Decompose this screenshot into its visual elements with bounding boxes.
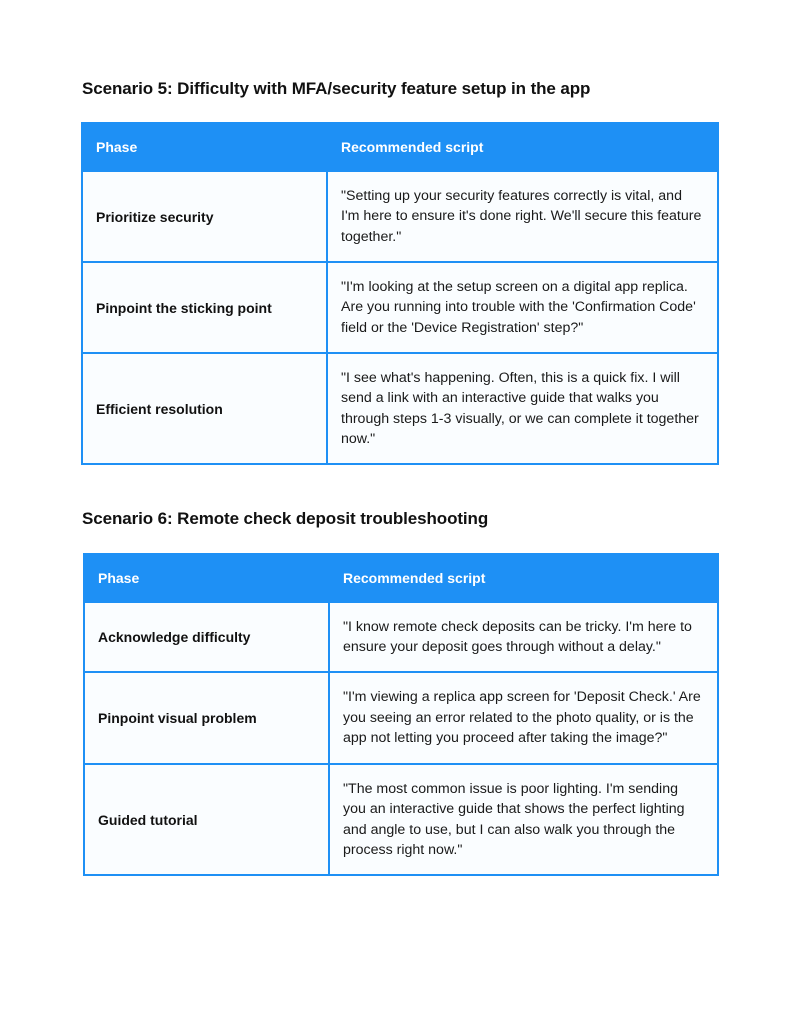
table-row — [82, 171, 718, 262]
script-cell: "I know remote check deposits can be tricky. I'm here to ensure your deposit goes through without a delay." — [329, 602, 718, 672]
table-row — [84, 672, 718, 764]
phase-cell: Acknowledge difficulty — [84, 602, 329, 672]
table-header-row — [82, 123, 718, 171]
table-header-row — [84, 554, 718, 602]
script-column-header: Recommended script — [327, 123, 718, 171]
phase-cell: Guided tutorial — [84, 764, 329, 875]
scenario-6-table — [83, 553, 719, 876]
script-cell: "I'm viewing a replica app screen for 'Deposit Check.' Are you seeing an error related to the photo quality, or is the app not letting you proceed after taking the image?" — [329, 672, 718, 764]
script-cell: "The most common issue is poor lighting. I'm sending you an interactive guide that shows the perfect lighting and angle to use, but I can also walk you through the process right now." — [329, 764, 718, 875]
script-cell: "Setting up your security features correctly is vital, and I'm here to ensure it's done right. We'll secure this feature together." — [327, 171, 718, 262]
script-cell: "I'm looking at the setup screen on a digital app replica. Are you running into trouble with the 'Confirmation Code' field or the 'Device Registration' step?" — [327, 262, 718, 353]
script-cell: "I see what's happening. Often, this is a quick fix. I will send a link with an interactive guide that walks you through steps 1-3 visually, or we can complete it together now." — [327, 353, 718, 464]
phase-cell: Pinpoint the sticking point — [82, 262, 327, 353]
table-row — [82, 262, 718, 353]
phase-cell: Prioritize security — [82, 171, 327, 262]
phase-cell: Efficient resolution — [82, 353, 327, 464]
scenario-5-title: Scenario 5: Difficulty with MFA/security feature setup in the app — [82, 79, 591, 98]
scenario-6-title: Scenario 6: Remote check deposit troubleshooting — [82, 509, 489, 528]
phase-column-header: Phase — [82, 123, 327, 171]
table-row — [82, 353, 718, 464]
table-row — [84, 602, 718, 672]
table-row — [84, 764, 718, 875]
phase-column-header: Phase — [84, 554, 329, 602]
script-column-header: Recommended script — [329, 554, 718, 602]
phase-cell: Pinpoint visual problem — [84, 672, 329, 764]
scenario-5-table — [81, 122, 719, 465]
